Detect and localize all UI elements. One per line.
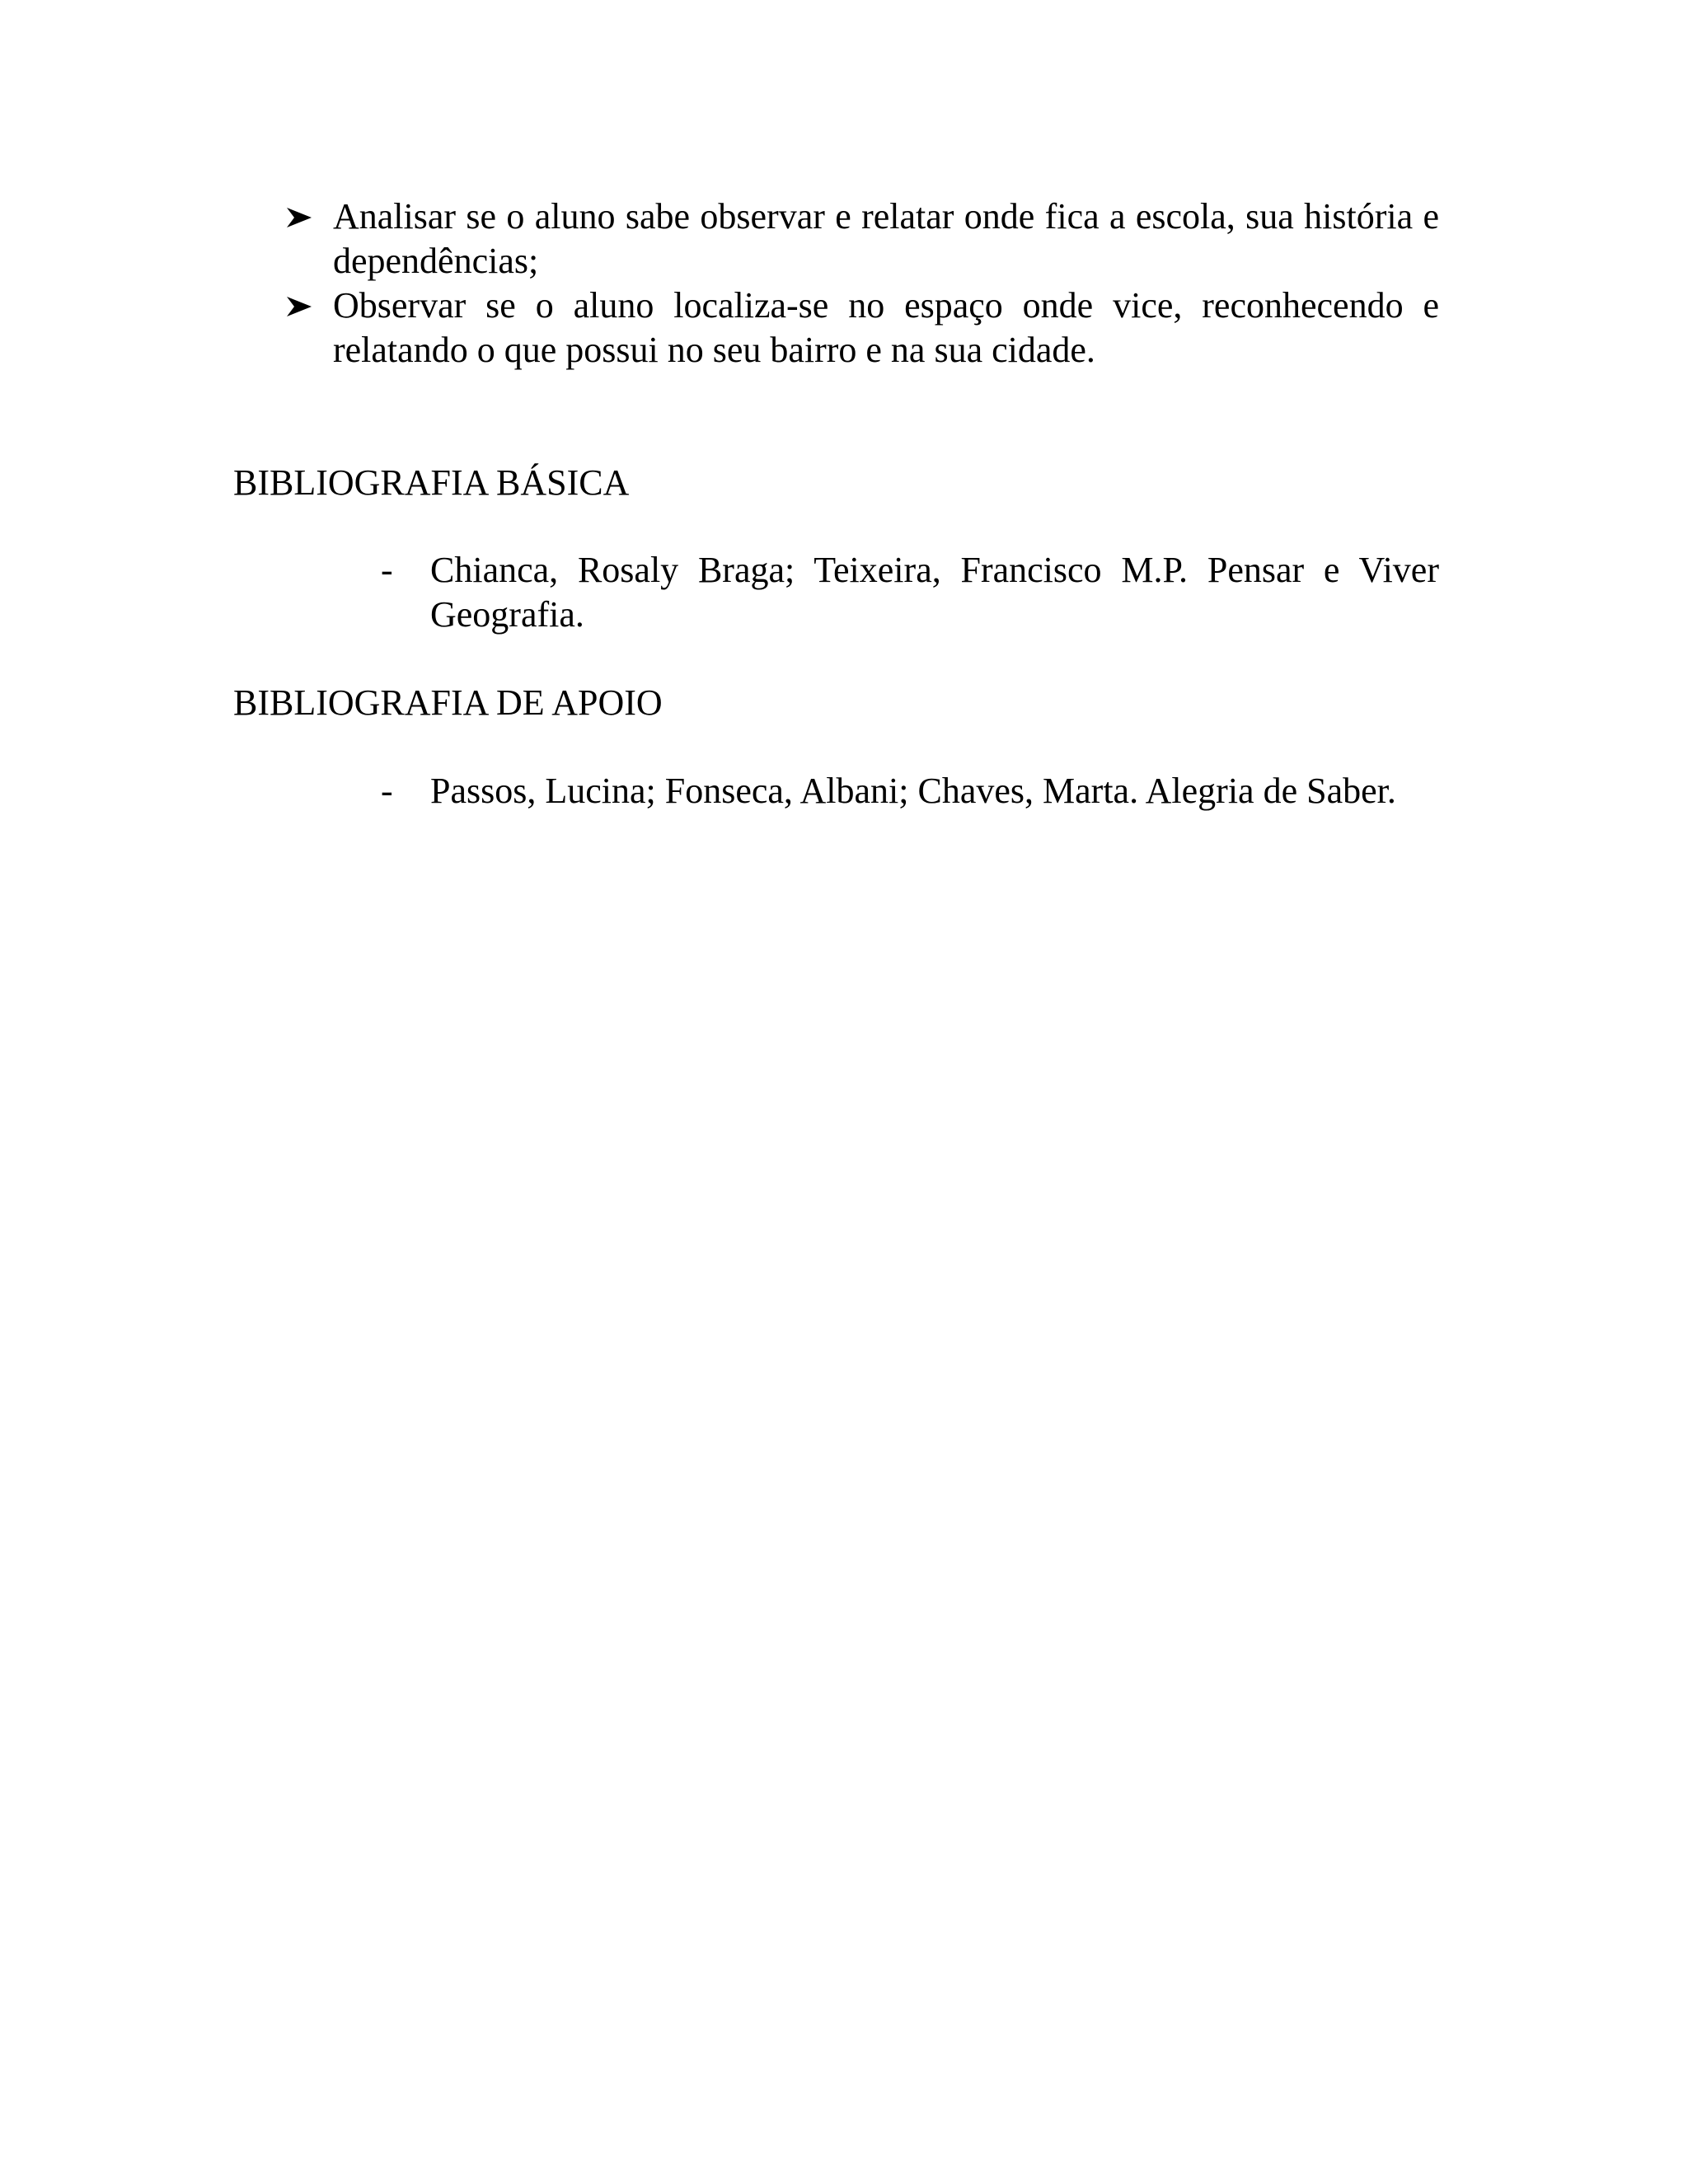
reference-text: Passos, Lucina; Fonseca, Albani; Chaves, Marta. Alegria de Saber. — [430, 771, 1396, 811]
bibliography-basic-heading: BIBLIOGRAFIA BÁSICA — [233, 462, 630, 503]
list-item — [381, 548, 1439, 637]
reference-text: Chianca, Rosaly Braga; Teixeira, Francisco M.P. Pensar e Viver Geografia. — [430, 550, 1439, 635]
objective-text: Observar se o aluno localiza-se no espaço onde vice, reconhecendo e relatando o que possui no seu bairro e na sua cidade. — [333, 285, 1439, 370]
objectives-list — [280, 194, 1439, 373]
bibliography-basic-list — [381, 548, 1439, 637]
objective-text: Analisar se o aluno sabe observar e relatar onde fica a escola, sua história e dependências; — [333, 196, 1439, 281]
bibliography-support-list — [381, 769, 1439, 813]
list-item — [381, 769, 1439, 813]
arrowhead-bullet-icon — [285, 206, 313, 229]
dash-marker: - — [381, 771, 393, 811]
list-item — [280, 284, 1439, 373]
dash-marker: - — [381, 550, 393, 590]
bibliography-support-heading: BIBLIOGRAFIA DE APOIO — [233, 682, 663, 723]
arrowhead-bullet-icon — [285, 295, 313, 318]
list-item — [280, 194, 1439, 284]
